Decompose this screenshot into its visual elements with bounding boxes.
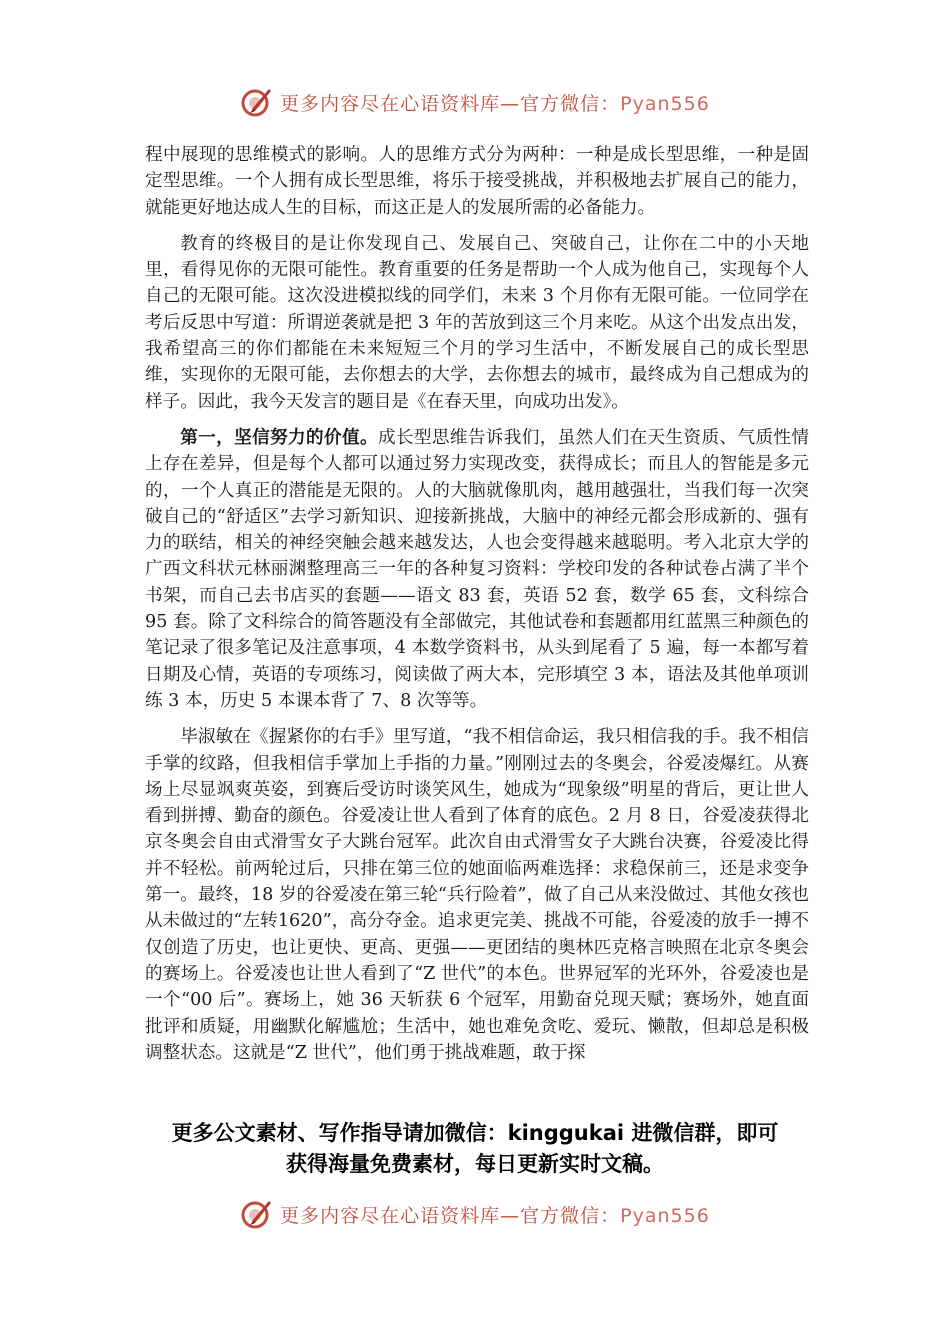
paragraph-1: 程中展现的思维模式的影响。人的思维方式分为两种：一种是成长型思维，一种是固定型思维。一个人拥有成长型思维，将乐于接受挑战，并积极地去扩展自己的能力，就能更好地达成人生的目标，而这正是人的发展所需的必备能力。 [145, 145, 809, 218]
footer-banner-text: 更多内容尽在心语资料库—官方微信：Pyan556 [280, 1204, 710, 1227]
quill-logo-icon [240, 1197, 274, 1231]
paragraph-2: 教育的终极目的是让你发现自己、发展自己、突破自己，让你在二中的小天地里，看得见你的无限可能性。教育重要的任务是帮助一个人成为他自己，实现每个人自己的无限可能。这次没进模拟线的同学们，未来 3 个月你有无限可能。一位同学在考后反思中写道：所谓逆袭就是把 3 年的苦放到这三个月来吃。从这个出发点出发，我希望高三的你们都能在未来短短三个月的学习生活中，不断发展自己的成长型思维，实现你的无限可能，去你想去的大学，去你想去的城市，最终成为自己想成为的样子。因此，我今天发言的题目是《在春天里，向成功出发》。 [145, 233, 809, 412]
article-body [145, 142, 809, 1076]
header-banner-text: 更多内容尽在心语资料库—官方微信：Pyan556 [280, 92, 710, 115]
promo-notice [100, 1118, 850, 1180]
header-wechat-id: Pyan556 [620, 92, 710, 115]
header-banner [0, 82, 950, 122]
promo-line-1: 更多公文素材、写作指导请加微信：kinggukai 进微信群，即可 [171, 1121, 779, 1145]
footer-banner [0, 1194, 950, 1234]
paragraph-3: 第一，坚信努力的价值。成长型思维告诉我们，虽然人们在天生资质、气质性情上存在差异，但是每个人都可以通过努力实现改变，获得成长；而且人的智能是多元的，一个人真正的潜能是无限的。人的大脑就像肌肉，越用越强壮，当我们每一次突破自己的“舒适区”去学习新知识、迎接新挑战，大脑中的神经元都会形成新的、强有力的联结，相关的神经突触会越来越发达，人也会变得越来越聪明。考入北京大学的广西文科状元林丽渊整理高三一年的各种复习资料：学校印发的各种试卷占满了半个书架，而自己去书店买的套题——语文 83 套，英语 52 套，数学 65 套，文科综合 95 套。除了文科综合的简答题没有全部做完，其他试卷和套题都用红蓝黑三种颜色的笔记录了很多笔记及注意事项，4 本数学资料书，从头到尾看了 5 遍，每一本都写着日期及心情，英语的专项练习，阅读做了两大本，完形填空 3 本，语法及其他单项训练 3 本，历史 5 本课本背了 7、8 次等等。 [145, 426, 809, 711]
promo-line-2: 获得海量免费素材，每日更新实时文稿。 [286, 1152, 664, 1176]
quill-logo-icon [240, 85, 274, 119]
paragraph-4: 毕淑敏在《握紧你的右手》里写道，“我不相信命运，我只相信我的手。我不相信手掌的纹路，但我相信手掌加上手指的力量。”刚刚过去的冬奥会，谷爱凌爆红。从赛场上尽显飒爽英姿，到赛后受访时谈笑风生，她成为“现象级”明星的背后，更让世人看到拼搏、勤奋的颜色。谷爱凌让世人看到了体育的底色。2 月 8 日，谷爱凌获得北京冬奥会自由式滑雪女子大跳台冠军。此次自由式滑雪女子大跳台决赛，谷爱凌比得并不轻松。前两轮过后，只排在第三位的她面临两难选择：求稳保前三，还是求变争第一。最终，18 岁的谷爱凌在第三轮“兵行险着”，做了自己从来没做过、其他女孩也从未做过的“左转1620”，高分夺金。追求更完美、挑战不可能，谷爱凌的放手一搏不仅创造了历史，也让更快、更高、更强——更团结的奥林匹克格言映照在北京冬奥会的赛场上。谷爱凌也让世人看到了“Z 世代”的本色。世界冠军的光环外，谷爱凌也是一个“00 后”。赛场上，她 36 天斩获 6 个冠军，用勤奋兑现天赋；赛场外，她直面批评和质疑，用幽默化解尴尬；生活中，她也难免贪吃、爱玩、懒散，但却总是积极调整状态。这就是“Z 世代”，他们勇于挑战难题，敢于探 [145, 727, 809, 1063]
paragraph-3-heading: 第一，坚信努力的价值。 [180, 426, 378, 448]
footer-wechat-id: Pyan556 [620, 1204, 710, 1227]
